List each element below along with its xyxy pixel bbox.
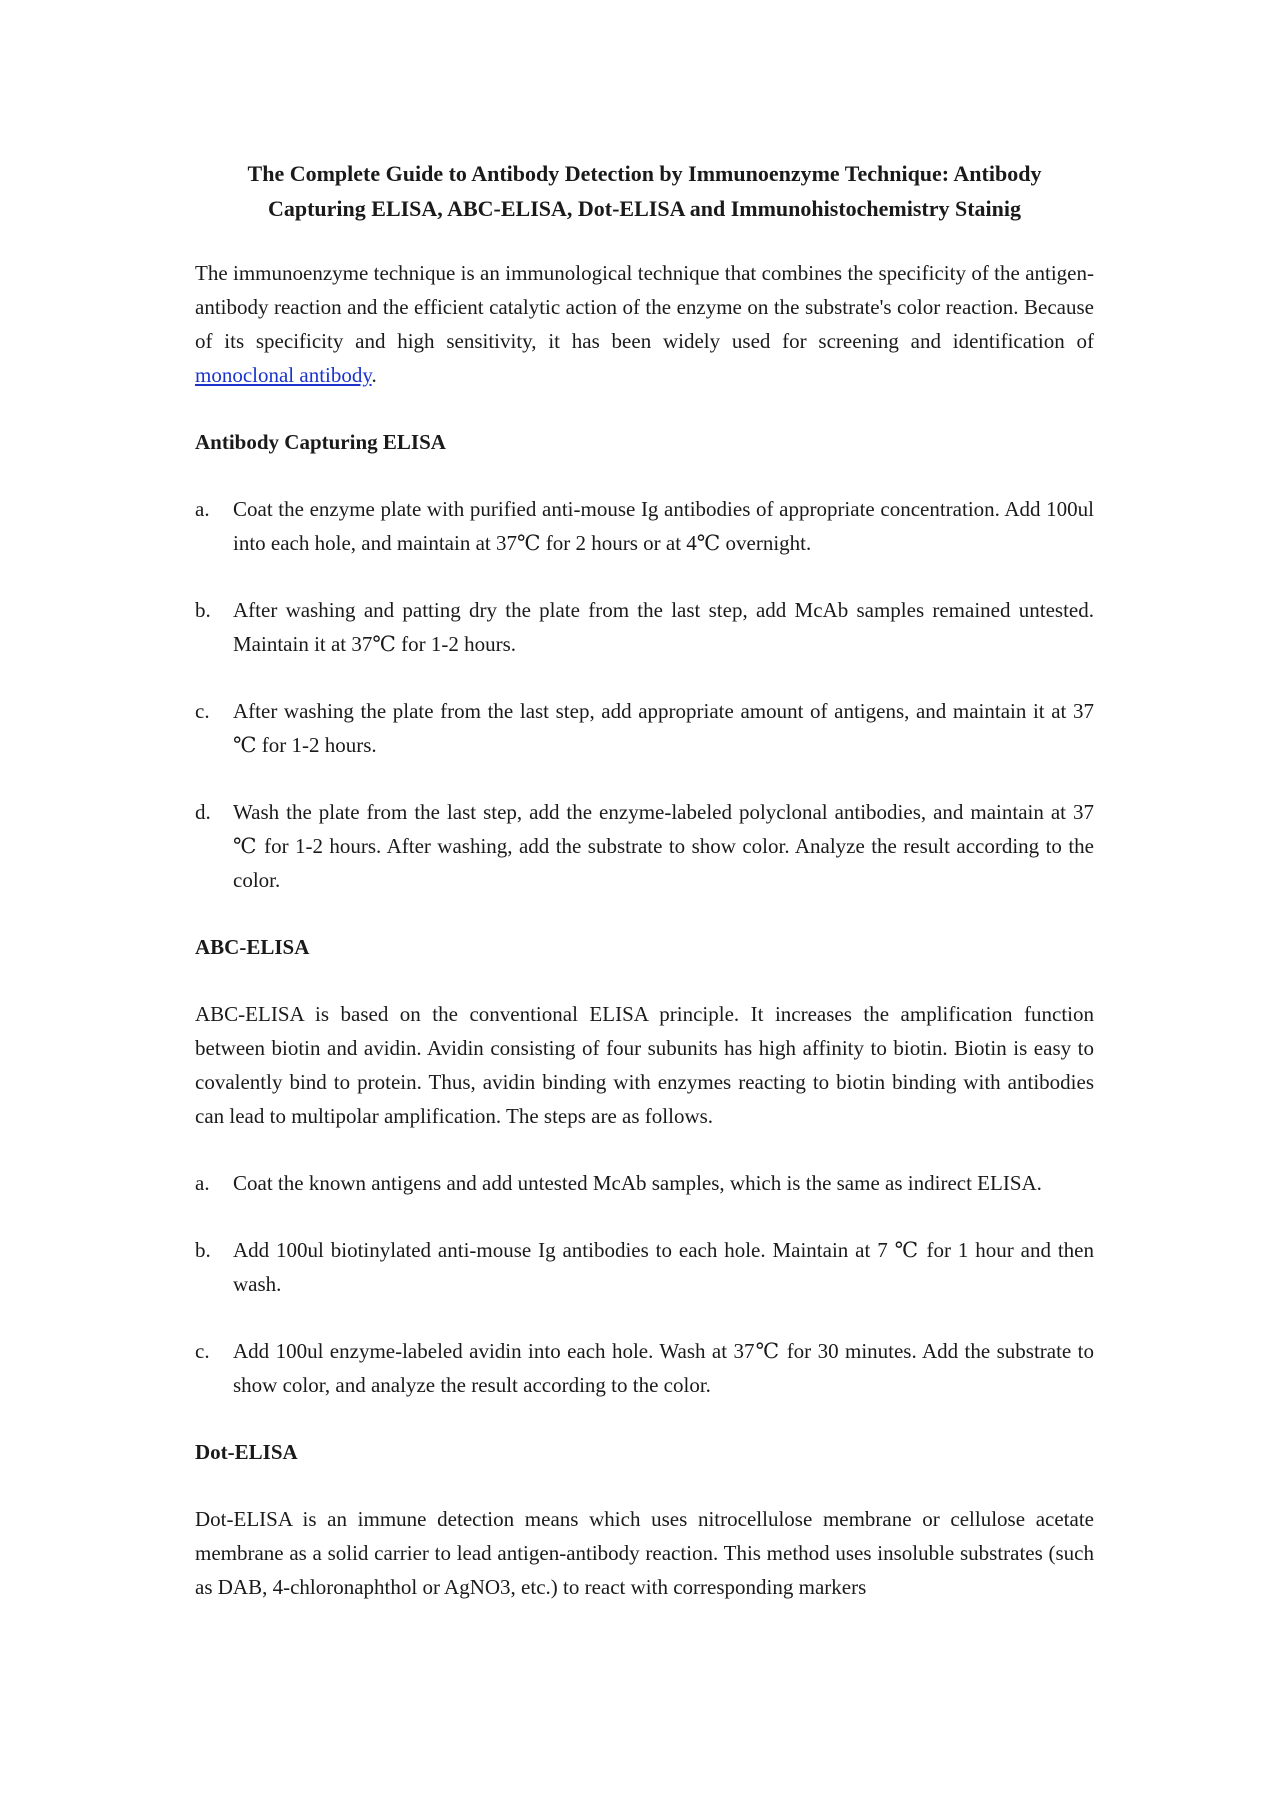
list-item [195, 694, 1094, 762]
intro-end: . [371, 363, 377, 387]
list-item-text: After washing the plate from the last step, add appropriate amount of antigens, and maintain it at 37 ℃ for 1-2 hours. [233, 699, 1094, 757]
intro-paragraph [195, 256, 1094, 392]
list-item [195, 1334, 1094, 1402]
section-heading-dot-elisa: Dot-ELISA [195, 1440, 298, 1464]
list-item-text: After washing and patting dry the plate from the last step, add McAb samples remained untested. Maintain it at 37℃ for 1-2 hours. [233, 598, 1094, 656]
list-item-text: Add 100ul enzyme-labeled avidin into each hole. Wash at 37℃ for 30 minutes. Add the substrate to show color, and analyze the result according to the color. [233, 1339, 1094, 1397]
section-heading-antibody-capturing-elisa: Antibody Capturing ELISA [195, 430, 446, 454]
list-item-text: Coat the known antigens and add untested McAb samples, which is the same as indirect ELISA. [233, 1171, 1042, 1195]
list-marker: b. [195, 1238, 211, 1262]
list-marker: c. [195, 1339, 210, 1363]
list-item [195, 795, 1094, 897]
document-page [195, 156, 1094, 1604]
intro-text: The immunoenzyme technique is an immunological technique that combines the specificity of the antigen-antibody reaction and the efficient catalytic action of the enzyme on the substrate's color reaction. Because of its specificity and high sensitivity, it has been widely used for screening and identification of [195, 261, 1094, 353]
list-marker: a. [195, 1171, 210, 1195]
list-marker: b. [195, 598, 211, 622]
list-marker: d. [195, 800, 211, 824]
abc-elisa-paragraph: ABC-ELISA is based on the conventional ELISA principle. It increases the amplification function between biotin and avidin. Avidin consisting of four subunits has high affinity to biotin. Biotin is easy to covalently bind to protein. Thus, avidin binding with enzymes reacting to biotin binding with antibodies can lead to multipolar amplification. The steps are as follows. [195, 1002, 1094, 1128]
list-item-text: Wash the plate from the last step, add the enzyme-labeled polyclonal antibodies, and maintain at 37 ℃ for 1-2 hours. After washing, add the substrate to show color. Analyze the result according to the color. [233, 800, 1094, 892]
title-line-1: The Complete Guide to Antibody Detection by Immunoenzyme Technique: Antibody [247, 161, 1042, 186]
list-marker: a. [195, 497, 210, 521]
dot-elisa-paragraph: Dot-ELISA is an immune detection means which uses nitrocellulose membrane or cellulose acetate membrane as a solid carrier to lead antigen-antibody reaction. This method uses insoluble substrates (such as DAB, 4-chloronaphthol or AgNO3, etc.) to react with corresponding markers [195, 1507, 1094, 1599]
monoclonal-antibody-link[interactable]: monoclonal antibody [195, 363, 372, 387]
list-item [195, 1166, 1094, 1200]
list-marker: c. [195, 699, 210, 723]
list-item [195, 492, 1094, 560]
list-item-text: Add 100ul biotinylated anti-mouse Ig antibodies to each hole. Maintain at 7 ℃ for 1 hour and then wash. [233, 1238, 1094, 1296]
list-item-text: Coat the enzyme plate with purified anti-mouse Ig antibodies of appropriate concentration. Add 100ul into each hole, and maintain at 37℃ for 2 hours or at 4℃ overnight. [233, 497, 1094, 555]
list-item [195, 593, 1094, 661]
section-heading-abc-elisa: ABC-ELISA [195, 935, 310, 959]
document-title [195, 156, 1094, 226]
title-line-2: Capturing ELISA, ABC-ELISA, Dot-ELISA and Immunohistochemistry Stainig [267, 196, 1022, 221]
list-item [195, 1233, 1094, 1301]
